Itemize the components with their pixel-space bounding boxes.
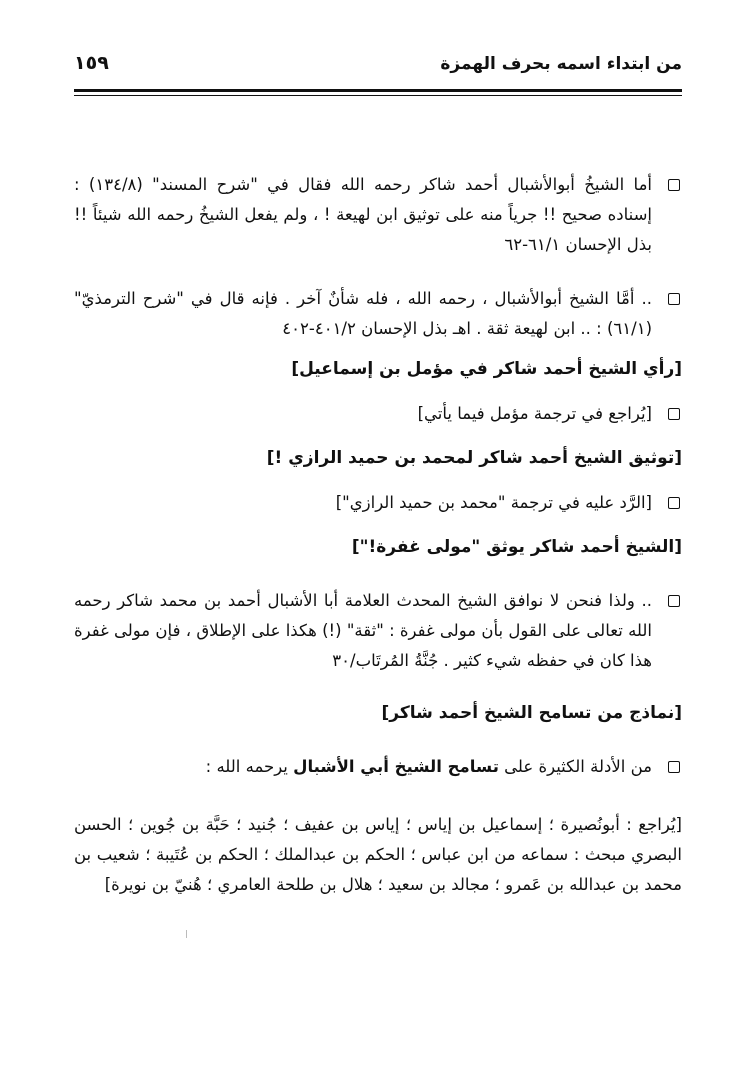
header-rule-thin <box>74 95 682 96</box>
section-heading: [رأي الشيخ أحمد شاكر في مؤمل بن إسماعيل] <box>291 359 682 379</box>
bullet-paragraph <box>74 586 682 676</box>
checkbox-bullet-icon <box>668 179 680 191</box>
running-header <box>74 50 682 84</box>
page-body <box>74 170 682 900</box>
checkbox-bullet-icon <box>668 497 680 509</box>
paragraph-text: .. ولذا فنحن لا نوافق الشيخ المحدث العلامة أبا الأشبال أحمد بن محمد شاكر رحمه الله تعالى على القول بأن مولى غفرة : "ثقة" (!) هكذا على الإطلاق ، فإن مولى غفرة هذا كان في حفظه شيء كثير . جُنَّةُ المُرتَاب/٣٠ <box>74 591 652 670</box>
bullet-paragraph <box>74 399 682 429</box>
paragraph-text: أما الشيخُ أبوالأشبال أحمد شاكر رحمه الله فقال في "شرح المسند" (١٣٤/٨) : إسناده صحيح !! جرياً منه على توثيق ابن لهيعة ! ، ولم يفعل الشيخُ رحمه الله شيئاً !! بذل الإحسان ٦١/١-٦٢ <box>74 175 653 254</box>
paragraph-text-pre: من الأدلة الكثيرة على <box>498 757 652 776</box>
section-heading: [توثيق الشيخ أحمد شاكر لمحمد بن حميد الرازي !] <box>266 448 682 468</box>
scan-mark <box>186 930 187 938</box>
checkbox-bullet-icon <box>668 595 680 607</box>
bullet-paragraph <box>74 170 682 260</box>
paragraph-text: .. أمَّا الشيخ أبوالأشبال ، رحمه الله ، فله شأنٌ آخر . فإنه قال في "شرح الترمذيّ" (٦١/١) : .. ابن لهيعة ثقة . اهـ بذل الإحسان ٤٠١/٢-٤٠٢ <box>74 289 652 338</box>
paragraph-text-bold: تسامح الشيخ أبي الأشبال <box>293 757 499 776</box>
header-rule-thick <box>74 89 682 92</box>
section-heading: [الشيخ أحمد شاكر يوثق "مولى غفرة!"] <box>351 537 682 557</box>
header-title: من ابتداء اسمه بحرف الهمزة <box>440 54 682 74</box>
paragraph-text: [الرَّد عليه في ترجمة "محمد بن حميد الرازي"] <box>335 493 652 512</box>
paragraph-text-post: يرحمه الله : <box>205 757 294 776</box>
checkbox-bullet-icon <box>668 761 680 773</box>
checkbox-bullet-icon <box>668 293 680 305</box>
page-number: ١٥٩ <box>74 52 109 74</box>
paragraph-text: [يُراجع في ترجمة مؤمل فيما يأتي] <box>417 404 652 423</box>
bullet-paragraph <box>74 752 682 782</box>
bullet-paragraph <box>74 488 682 518</box>
checkbox-bullet-icon <box>668 408 680 420</box>
bullet-paragraph <box>74 284 682 344</box>
reference-paragraph: [يُراجع : أبونُصيرة ؛ إسماعيل بن إياس ؛ إياس بن عفيف ؛ جُنيد ؛ حَبَّة بن جُوين ؛ الحسن البصري مبحث : سماعه من ابن عباس ؛ الحكم بن عبدالملك ؛ الحكم بن عُتَيبة ؛ شعيب بن محمد بن عبدالله بن عَمرو ؛ مجالد بن سعيد ؛ هلال بن طلحة العامري ؛ هُنيّ بن نويرة] <box>74 815 682 894</box>
section-heading: [نماذج من تسامح الشيخ أحمد شاكر] <box>381 703 682 723</box>
